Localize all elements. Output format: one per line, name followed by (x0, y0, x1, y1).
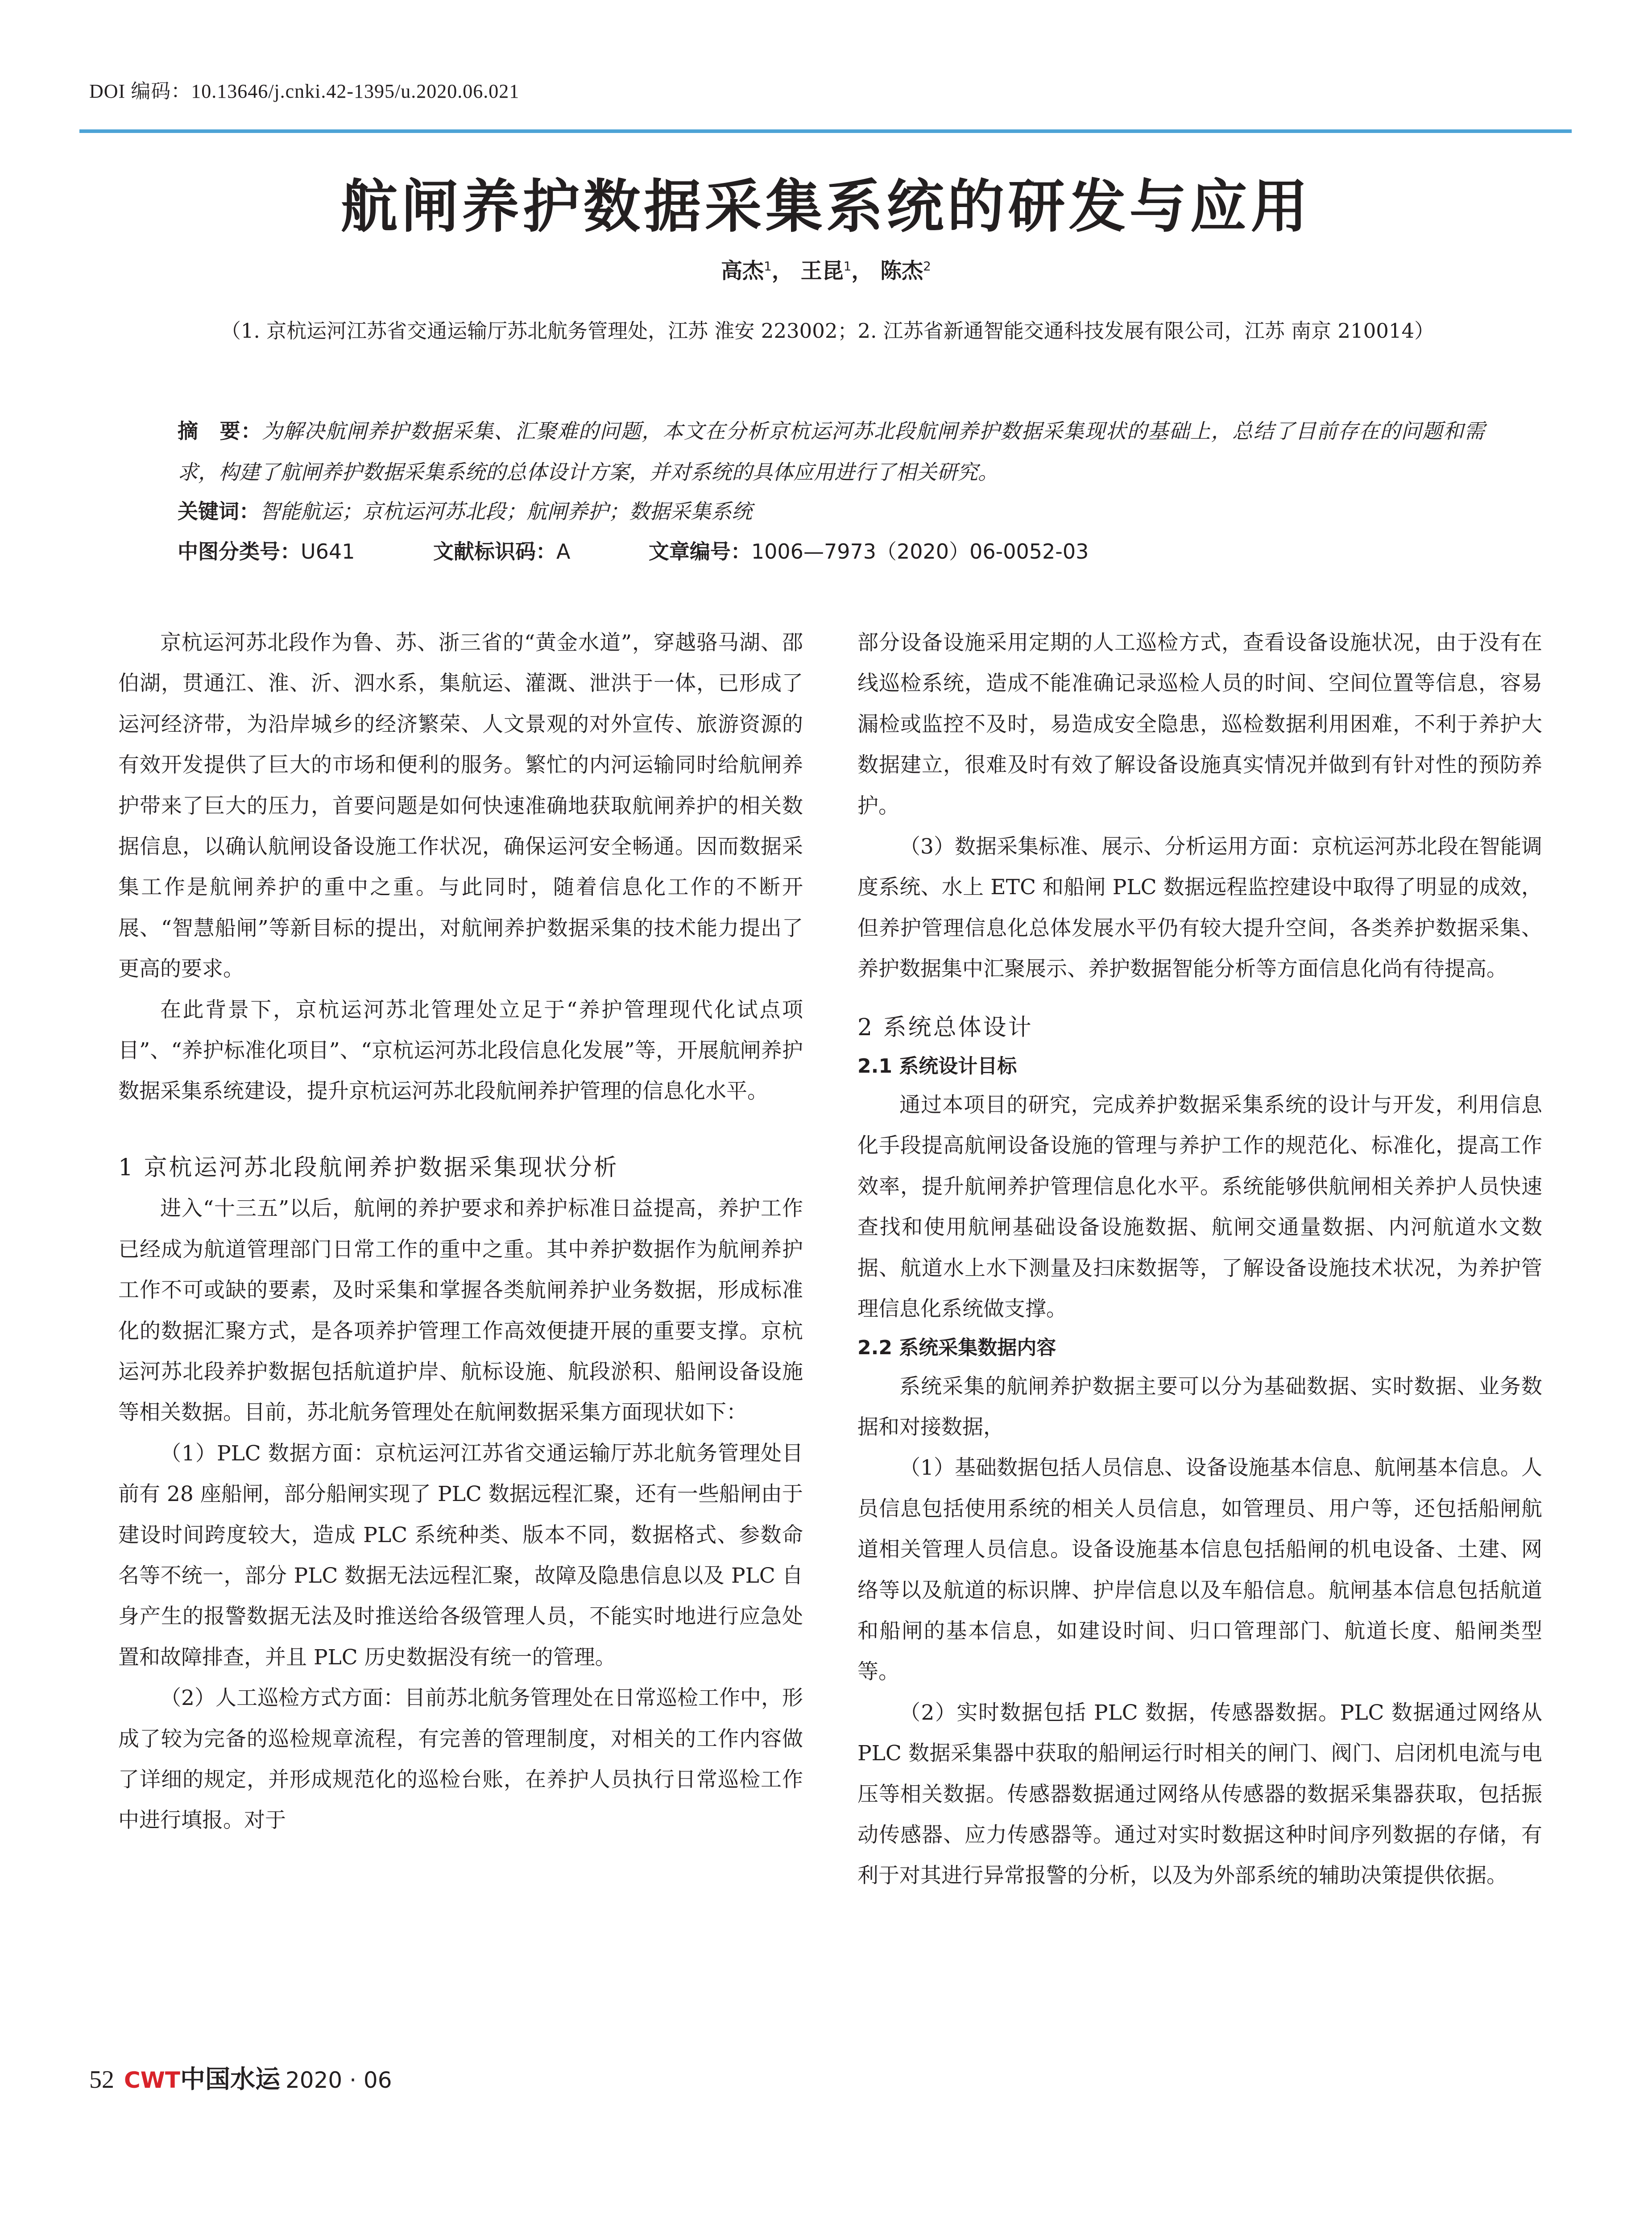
author-affil-mark: 1 (764, 259, 772, 274)
section-heading: 2 系统总体设计 (857, 1014, 1033, 1041)
article-number-label: 文章编号： (648, 539, 751, 564)
body-column-left (118, 622, 803, 1841)
abstract-label: 摘 要： (178, 419, 262, 443)
article-number-value: 1006—7973（2020）06-0052-03 (751, 539, 1089, 564)
author-affil-mark: 2 (923, 259, 931, 274)
abstract-text: 为解决航闸养护数据采集、汇聚难的问题，本文在分析京杭运河苏北段航闸养护数据采集现状的基础上，总结了目前存在的问题和需求，构建了航闸养护数据采集系统的总体设计方案，并对系统的具体应用进行了相关研究。 (178, 419, 1485, 484)
clc-value: U641 (301, 539, 355, 564)
subsection-heading: 2.1 系统设计目标 (857, 1055, 1017, 1078)
body-paragraph: 通过本项目的研究，完成养护数据采集系统的设计与开发，利用信息化手段提高航闸设备设施的管理与养护工作的规范化、标准化，提高工作效率，提升航闸养护管理信息化水平。系统能够供航闸相关养护人员快速查找和使用航闸基础设备设施数据、航闸交通量数据、内河航道水文数据、航道水上水下测量及扫床数据等，了解设备设施技术状况，为养护管理信息化系统做支撑。 (857, 1093, 1542, 1322)
author-name: 高杰 (721, 258, 764, 283)
doi-line: DOI 编码：10.13646/j.cnki.42-1395/u.2020.06.021 (89, 80, 520, 102)
body-paragraph: （2）人工巡检方式方面：目前苏北航务管理处在日常巡检工作中，形成了较为完备的巡检规章流程，有完善的管理制度，对相关的工作内容做了详细的规定，并形成规范化的巡检台账，在养护人员执行日常巡检工作中进行填报。对于 (118, 1686, 803, 1833)
author-name: 王昆 (800, 258, 844, 283)
classification-line (178, 534, 1485, 569)
keywords (178, 493, 1485, 529)
body-paragraph: （1）基础数据包括人员信息、设备设施基本信息、航闸基本信息。人员信息包括使用系统的相关人员信息，如管理员、用户等，还包括船闸航道相关管理人员信息。设备设施基本信息包括船闸的机电设备、土建、网络等以及航道的标识牌、护岸信息以及车船信息。航闸基本信息包括航道和船闸的基本信息，如建设时间、归口管理部门、航道长度、船闸类型等。 (857, 1456, 1542, 1684)
header-rule (79, 129, 1572, 133)
abstract (178, 411, 1485, 493)
body-paragraph: 京杭运河苏北段作为鲁、苏、浙三省的“黄金水道”，穿越骆马湖、邵伯湖，贯通江、淮、沂、泗水系，集航运、灌溉、泄洪于一体，已形成了运河经济带，为沿岸城乡的经济繁荣、人文景观的对外宣传、旅游资源的有效开发提供了巨大的市场和便利的服务。繁忙的内河运输同时给航闸养护带来了巨大的压力，首要问题是如何快速准确地获取航闸养护的相关数据信息，以确认航闸设备设施工作状况，确保运河安全畅通。因而数据采集工作是航闸养护的重中之重。与此同时，随着信息化工作的不断开展、“智慧船闸”等新目标的提出，对航闸养护数据采集的技术能力提出了更高的要求。 (118, 630, 803, 982)
body-paragraph: 系统采集的航闸养护数据主要可以分为基础数据、实时数据、业务数据和对接数据， (857, 1374, 1542, 1439)
body-paragraph: （3）数据采集标准、展示、分析运用方面：京杭运河苏北段在智能调度系统、水上 ETC 和船闸 PLC 数据远程监控建设中取得了明显的成效，但养护管理信息化总体发展水平仍有较大提升空间，各类养护数据采集、养护数据集中汇聚展示、养护数据智能分析等方面信息化尚有待提高。 (857, 834, 1542, 982)
page-number: 52 (89, 2066, 114, 2094)
page-footer (89, 2061, 392, 2098)
body-paragraph: 在此背景下，京杭运河苏北管理处立足于“养护管理现代化试点项目”、“养护标准化项目”、“京杭运河苏北段信息化发展”等，开展航闸养护数据采集系统建设，提升京杭运河苏北段航闸养护管理的信息化水平。 (118, 997, 803, 1104)
author-separator: ， (771, 258, 793, 283)
journal-name: 中国水运 (180, 2065, 280, 2094)
body-paragraph: 部分设备设施采用定期的人工巡检方式，查看设备设施状况，由于没有在线巡检系统，造成不能准确记录巡检人员的时间、空间位置等信息，容易漏检或监控不及时，易造成安全隐患，巡检数据利用困难，不利于养护大数据建立，很难及时有效了解设备设施真实情况并做到有针对性的预防养护。 (857, 630, 1542, 818)
doc-code-label: 文献标识码： (433, 539, 556, 564)
author-separator: ， (851, 258, 873, 283)
body-column-right (857, 622, 1542, 1896)
body-paragraph: （1）PLC 数据方面：京杭运河江苏省交通运输厅苏北航务管理处目前有 28 座船闸，部分船闸实现了 PLC 数据远程汇聚，还有一些船闸由于建设时间跨度较大，造成 PLC 系统种类、版本不同，数据格式、参数命名等不统一，部分 PLC 数据无法远程汇聚，故障及隐患信息以及 PLC 自身产生的报警数据无法及时推送给各级管理人员，不能实时地进行应急处置和故障排查，并且 PLC 历史数据没有统一的管理。 (118, 1441, 803, 1670)
clc-label: 中图分类号： (178, 539, 301, 564)
author-affil-mark: 1 (843, 259, 852, 274)
affiliations: （1. 京杭运河江苏省交通运输厅苏北航务管理处，江苏 淮安 223002；2. 江苏省新通智能交通科技发展有限公司，江苏 南京 210014） (220, 319, 1435, 343)
section-heading: 1 京杭运河苏北段航闸养护数据采集现状分析 (118, 1154, 619, 1181)
keywords-label: 关键词： (178, 499, 260, 523)
subsection-heading: 2.2 系统采集数据内容 (857, 1336, 1056, 1359)
cwt-logo: CWT (124, 2067, 180, 2093)
doc-code-value: A (556, 539, 571, 564)
journal-issue: 2020 · 06 (285, 2067, 392, 2093)
body-paragraph: 进入“十三五”以后，航闸的养护要求和养护标准日益提高，养护工作已经成为航道管理部门日常工作的重中之重。其中养护数据作为航闸养护工作不可或缺的要素，及时采集和掌握各类航闸养护业务数据，形成标准化的数据汇聚方式，是各项养护管理工作高效便捷开展的重要支撑。京杭运河苏北段养护数据包括航道护岸、航标设施、航段淤积、船闸设备设施等相关数据。目前，苏北航务管理处在航闸数据采集方面现状如下： (118, 1196, 803, 1425)
body-paragraph: （2）实时数据包括 PLC 数据，传感器数据。PLC 数据通过网络从 PLC 数据采集器中获取的船闸运行时相关的闸门、阀门、启闭机电流与电压等相关数据。传感器数据通过网络从传感器的数据采集器获取，包括振动传感器、应力传感器等。通过对实时数据这种时间序列数据的存储，有利于对其进行异常报警的分析，以及为外部系统的辅助决策提供依据。 (857, 1700, 1542, 1888)
keywords-text: 智能航运；京杭运河苏北段；航闸养护；数据采集系统 (260, 499, 752, 523)
author-list (0, 253, 1652, 284)
author-name: 陈杰 (880, 258, 923, 283)
paper-title: 航闸养护数据采集系统的研发与应用 (340, 173, 1312, 240)
